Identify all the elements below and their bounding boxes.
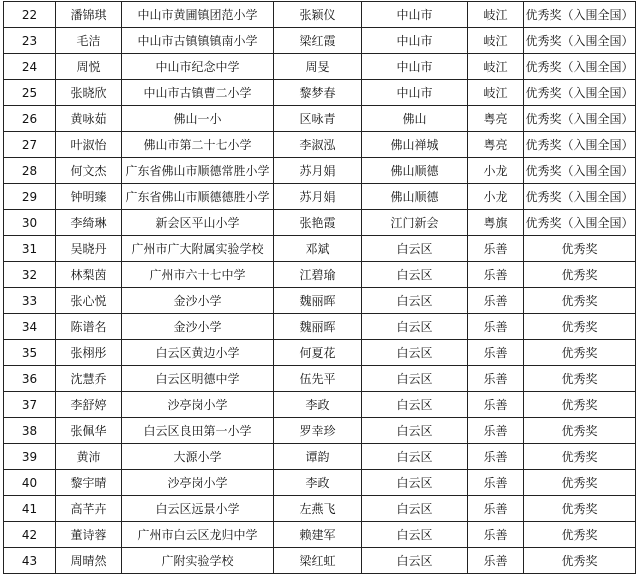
cell-student-name: 高芊卉 — [56, 496, 122, 522]
cell-region: 中山市 — [362, 28, 468, 54]
cell-region: 白云区 — [362, 288, 468, 314]
cell-school-name: 白云区黄边小学 — [122, 340, 274, 366]
cell-student-name: 何文杰 — [56, 158, 122, 184]
cell-teacher-name: 梁红虹 — [274, 548, 362, 574]
cell-student-name: 毛洁 — [56, 28, 122, 54]
cell-row-number: 29 — [4, 184, 56, 210]
cell-student-name: 黄咏茹 — [56, 106, 122, 132]
cell-student-name: 黎宇晴 — [56, 470, 122, 496]
cell-school-name: 金沙小学 — [122, 314, 274, 340]
cell-student-name: 李绮琳 — [56, 210, 122, 236]
table-body — [4, 2, 636, 574]
cell-student-name: 吴晓丹 — [56, 236, 122, 262]
table-row — [4, 210, 636, 236]
cell-teacher-name: 张颖仪 — [274, 2, 362, 28]
cell-student-name: 张心悦 — [56, 288, 122, 314]
cell-teacher-name: 邓斌 — [274, 236, 362, 262]
cell-row-number: 32 — [4, 262, 56, 288]
cell-group: 粤亮 — [468, 132, 524, 158]
cell-school-name: 广州市六十七中学 — [122, 262, 274, 288]
table-row — [4, 470, 636, 496]
cell-school-name: 沙亭岗小学 — [122, 392, 274, 418]
cell-region: 白云区 — [362, 470, 468, 496]
cell-group: 乐善 — [468, 522, 524, 548]
table-row — [4, 132, 636, 158]
cell-award: 优秀奖 — [524, 496, 636, 522]
table-row — [4, 548, 636, 574]
cell-row-number: 28 — [4, 158, 56, 184]
cell-award: 优秀奖（入围全国） — [524, 54, 636, 80]
cell-group: 乐善 — [468, 444, 524, 470]
cell-award: 优秀奖（入围全国） — [524, 28, 636, 54]
table-row — [4, 28, 636, 54]
cell-student-name: 李舒婷 — [56, 392, 122, 418]
cell-award: 优秀奖 — [524, 340, 636, 366]
cell-award: 优秀奖（入围全国） — [524, 158, 636, 184]
cell-row-number: 25 — [4, 80, 56, 106]
cell-student-name: 叶淑怡 — [56, 132, 122, 158]
cell-student-name: 张栩彤 — [56, 340, 122, 366]
cell-school-name: 白云区远景小学 — [122, 496, 274, 522]
cell-award: 优秀奖（入围全国） — [524, 80, 636, 106]
cell-row-number: 24 — [4, 54, 56, 80]
cell-region: 佛山顺德 — [362, 184, 468, 210]
cell-group: 岐江 — [468, 28, 524, 54]
cell-group: 小龙 — [468, 158, 524, 184]
cell-teacher-name: 伍先平 — [274, 366, 362, 392]
cell-row-number: 27 — [4, 132, 56, 158]
cell-region: 白云区 — [362, 236, 468, 262]
cell-student-name: 周悦 — [56, 54, 122, 80]
cell-award: 优秀奖 — [524, 392, 636, 418]
cell-teacher-name: 梁红霞 — [274, 28, 362, 54]
cell-group: 乐善 — [468, 392, 524, 418]
cell-region: 中山市 — [362, 54, 468, 80]
cell-row-number: 42 — [4, 522, 56, 548]
cell-group: 乐善 — [468, 470, 524, 496]
cell-region: 白云区 — [362, 366, 468, 392]
cell-student-name: 董诗蓉 — [56, 522, 122, 548]
cell-region: 江门新会 — [362, 210, 468, 236]
cell-teacher-name: 罗幸珍 — [274, 418, 362, 444]
cell-group: 乐善 — [468, 314, 524, 340]
cell-student-name: 潘锦琪 — [56, 2, 122, 28]
cell-award: 优秀奖 — [524, 288, 636, 314]
cell-group: 小龙 — [468, 184, 524, 210]
cell-student-name: 黄沛 — [56, 444, 122, 470]
cell-row-number: 22 — [4, 2, 56, 28]
cell-school-name: 广州市白云区龙归中学 — [122, 522, 274, 548]
cell-award: 优秀奖（入围全国） — [524, 184, 636, 210]
cell-student-name: 周晴然 — [56, 548, 122, 574]
cell-award: 优秀奖（入围全国） — [524, 106, 636, 132]
cell-school-name: 新会区平山小学 — [122, 210, 274, 236]
cell-award: 优秀奖（入围全国） — [524, 210, 636, 236]
cell-group: 粤亮 — [468, 106, 524, 132]
cell-teacher-name: 李淑泓 — [274, 132, 362, 158]
cell-teacher-name: 苏月娟 — [274, 184, 362, 210]
cell-region: 中山市 — [362, 80, 468, 106]
cell-school-name: 沙亭岗小学 — [122, 470, 274, 496]
cell-school-name: 广东省佛山市顺德德胜小学 — [122, 184, 274, 210]
cell-teacher-name: 谭韵 — [274, 444, 362, 470]
cell-teacher-name: 黎梦春 — [274, 80, 362, 106]
cell-school-name: 中山市纪念中学 — [122, 54, 274, 80]
cell-award: 优秀奖 — [524, 314, 636, 340]
cell-school-name: 白云区良田第一小学 — [122, 418, 274, 444]
table-row — [4, 496, 636, 522]
cell-student-name: 沈慧乔 — [56, 366, 122, 392]
table-row — [4, 418, 636, 444]
cell-region: 白云区 — [362, 262, 468, 288]
table-row — [4, 288, 636, 314]
cell-teacher-name: 何夏花 — [274, 340, 362, 366]
cell-group: 粤旗 — [468, 210, 524, 236]
table-row — [4, 262, 636, 288]
cell-group: 乐善 — [468, 288, 524, 314]
cell-row-number: 34 — [4, 314, 56, 340]
table-row — [4, 340, 636, 366]
cell-teacher-name: 江碧瑜 — [274, 262, 362, 288]
cell-region: 佛山顺德 — [362, 158, 468, 184]
table-row — [4, 314, 636, 340]
cell-school-name: 中山市黄圃镇团范小学 — [122, 2, 274, 28]
award-results-table — [3, 1, 636, 574]
cell-group: 乐善 — [468, 262, 524, 288]
cell-group: 乐善 — [468, 418, 524, 444]
cell-school-name: 广附实验学校 — [122, 548, 274, 574]
cell-group: 乐善 — [468, 366, 524, 392]
table-row — [4, 2, 636, 28]
cell-award: 优秀奖 — [524, 470, 636, 496]
cell-award: 优秀奖 — [524, 236, 636, 262]
table-row — [4, 158, 636, 184]
cell-teacher-name: 魏丽晖 — [274, 314, 362, 340]
cell-student-name: 张佩华 — [56, 418, 122, 444]
cell-group: 乐善 — [468, 236, 524, 262]
cell-row-number: 26 — [4, 106, 56, 132]
table-row — [4, 522, 636, 548]
cell-school-name: 佛山一小 — [122, 106, 274, 132]
cell-row-number: 41 — [4, 496, 56, 522]
cell-award: 优秀奖 — [524, 418, 636, 444]
cell-region: 白云区 — [362, 392, 468, 418]
cell-teacher-name: 张艳霞 — [274, 210, 362, 236]
cell-award: 优秀奖 — [524, 522, 636, 548]
cell-row-number: 43 — [4, 548, 56, 574]
cell-group: 乐善 — [468, 496, 524, 522]
cell-school-name: 中山市古镇镇镇南小学 — [122, 28, 274, 54]
cell-school-name: 广东省佛山市顺德常胜小学 — [122, 158, 274, 184]
cell-region: 白云区 — [362, 444, 468, 470]
cell-row-number: 31 — [4, 236, 56, 262]
table-row — [4, 444, 636, 470]
cell-teacher-name: 左燕飞 — [274, 496, 362, 522]
cell-region: 白云区 — [362, 548, 468, 574]
cell-student-name: 林梨茵 — [56, 262, 122, 288]
cell-student-name: 陈谱名 — [56, 314, 122, 340]
table-row — [4, 80, 636, 106]
cell-row-number: 30 — [4, 210, 56, 236]
cell-row-number: 35 — [4, 340, 56, 366]
cell-group: 乐善 — [468, 340, 524, 366]
cell-award: 优秀奖 — [524, 548, 636, 574]
cell-group: 岐江 — [468, 2, 524, 28]
cell-award: 优秀奖（入围全国） — [524, 132, 636, 158]
cell-award: 优秀奖 — [524, 444, 636, 470]
table-row — [4, 106, 636, 132]
cell-school-name: 白云区明德中学 — [122, 366, 274, 392]
cell-group: 岐江 — [468, 80, 524, 106]
cell-group: 乐善 — [468, 548, 524, 574]
cell-student-name: 张晓欣 — [56, 80, 122, 106]
table-row — [4, 54, 636, 80]
cell-award: 优秀奖 — [524, 262, 636, 288]
cell-region: 白云区 — [362, 340, 468, 366]
cell-region: 白云区 — [362, 314, 468, 340]
cell-row-number: 37 — [4, 392, 56, 418]
cell-teacher-name: 李政 — [274, 392, 362, 418]
cell-award: 优秀奖 — [524, 366, 636, 392]
cell-row-number: 39 — [4, 444, 56, 470]
cell-teacher-name: 区咏青 — [274, 106, 362, 132]
table-row — [4, 184, 636, 210]
cell-region: 白云区 — [362, 496, 468, 522]
cell-award: 优秀奖（入围全国） — [524, 2, 636, 28]
cell-group: 岐江 — [468, 54, 524, 80]
cell-student-name: 钟明臻 — [56, 184, 122, 210]
cell-teacher-name: 赖建军 — [274, 522, 362, 548]
cell-region: 佛山 — [362, 106, 468, 132]
cell-region: 佛山禅城 — [362, 132, 468, 158]
cell-row-number: 36 — [4, 366, 56, 392]
cell-row-number: 38 — [4, 418, 56, 444]
cell-region: 中山市 — [362, 2, 468, 28]
table-row — [4, 236, 636, 262]
cell-school-name: 大源小学 — [122, 444, 274, 470]
cell-row-number: 33 — [4, 288, 56, 314]
cell-region: 白云区 — [362, 522, 468, 548]
cell-school-name: 佛山市第二十七小学 — [122, 132, 274, 158]
cell-row-number: 23 — [4, 28, 56, 54]
cell-school-name: 中山市古镇曹二小学 — [122, 80, 274, 106]
cell-teacher-name: 李政 — [274, 470, 362, 496]
cell-school-name: 广州市广大附属实验学校 — [122, 236, 274, 262]
table-row — [4, 392, 636, 418]
cell-row-number: 40 — [4, 470, 56, 496]
cell-school-name: 金沙小学 — [122, 288, 274, 314]
table-row — [4, 366, 636, 392]
cell-teacher-name: 周旻 — [274, 54, 362, 80]
cell-region: 白云区 — [362, 418, 468, 444]
cell-teacher-name: 苏月娟 — [274, 158, 362, 184]
cell-teacher-name: 魏丽晖 — [274, 288, 362, 314]
